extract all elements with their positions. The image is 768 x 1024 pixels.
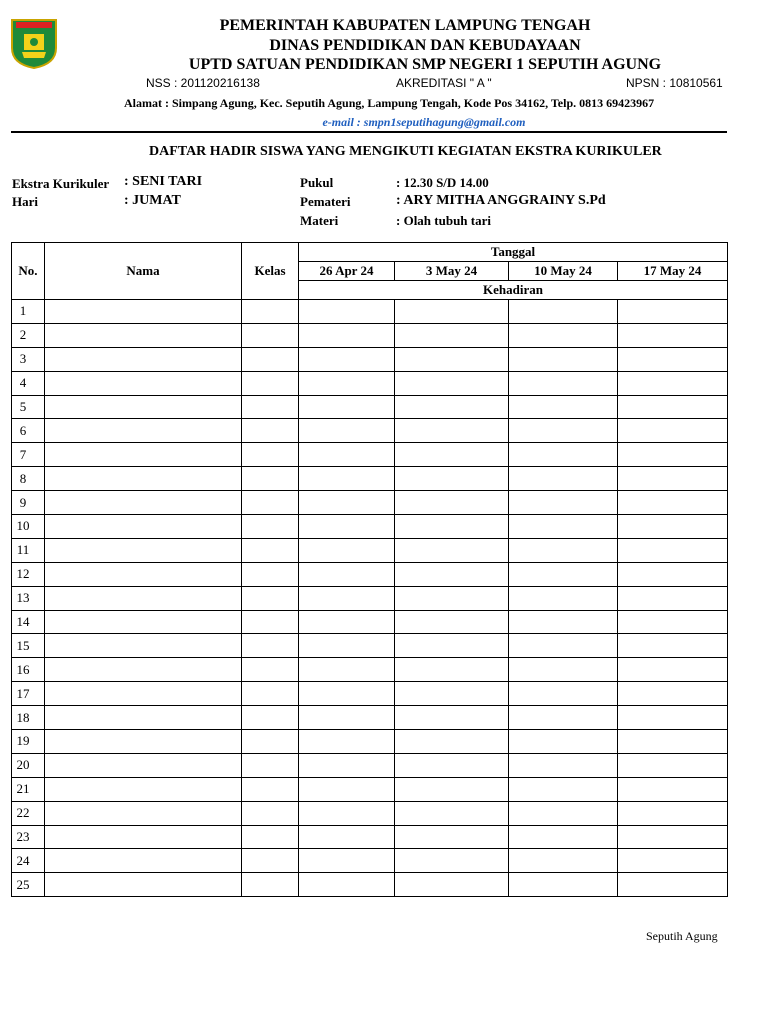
letterhead-line3: UPTD SATUAN PENDIDIKAN SMP NEGERI 1 SEPUTIH AGUNG	[188, 56, 662, 73]
empty-cell	[45, 610, 242, 634]
row-number: 22	[12, 801, 45, 825]
empty-cell	[395, 323, 509, 347]
empty-cell	[618, 634, 728, 658]
empty-cell	[509, 443, 618, 467]
empty-cell	[45, 753, 242, 777]
empty-cell	[45, 562, 242, 586]
empty-cell	[45, 491, 242, 515]
pukul-label: Pukul	[300, 175, 334, 190]
empty-cell	[299, 801, 395, 825]
table-row	[12, 706, 728, 730]
empty-cell	[509, 323, 618, 347]
header-kelas: Kelas	[242, 243, 299, 300]
npsn-text: NPSN : 10810561	[626, 76, 723, 90]
empty-cell	[242, 801, 299, 825]
table-row	[12, 730, 728, 754]
empty-cell	[395, 419, 509, 443]
row-number: 19	[12, 730, 45, 754]
empty-cell	[242, 873, 299, 897]
empty-cell	[242, 443, 299, 467]
row-number: 23	[12, 825, 45, 849]
header-no: No.	[12, 243, 45, 300]
table-row	[12, 538, 728, 562]
empty-cell	[242, 347, 299, 371]
empty-cell	[618, 538, 728, 562]
empty-cell	[395, 682, 509, 706]
empty-cell	[242, 849, 299, 873]
empty-cell	[395, 515, 509, 539]
empty-cell	[45, 801, 242, 825]
table-row	[12, 419, 728, 443]
address-text: Alamat : Simpang Agung, Kec. Seputih Agung, Lampung Tengah, Kode Pos 34162, Telp. 0813 69423967	[124, 96, 655, 110]
empty-cell	[45, 395, 242, 419]
empty-cell	[242, 323, 299, 347]
empty-cell	[242, 610, 299, 634]
document-title: DAFTAR HADIR SISWA YANG MENGIKUTI KEGIATAN EKSTRA KURIKULER	[149, 144, 662, 159]
attendance-table	[11, 242, 728, 897]
row-number: 11	[12, 538, 45, 562]
empty-cell	[242, 371, 299, 395]
empty-cell	[299, 706, 395, 730]
empty-cell	[242, 658, 299, 682]
table-row	[12, 562, 728, 586]
empty-cell	[242, 467, 299, 491]
table-row	[12, 753, 728, 777]
empty-cell	[242, 300, 299, 324]
row-number: 2	[12, 323, 45, 347]
empty-cell	[509, 730, 618, 754]
empty-cell	[395, 467, 509, 491]
empty-cell	[45, 706, 242, 730]
empty-cell	[509, 586, 618, 610]
row-number: 24	[12, 849, 45, 873]
empty-cell	[299, 658, 395, 682]
ekstra-label: Ekstra Kurikuler	[12, 176, 110, 191]
empty-cell	[45, 777, 242, 801]
ekstra-value: : SENI TARI	[124, 174, 203, 189]
empty-cell	[299, 849, 395, 873]
row-number: 9	[12, 491, 45, 515]
row-number: 7	[12, 443, 45, 467]
pemateri-label: Pemateri	[300, 194, 351, 209]
empty-cell	[509, 849, 618, 873]
row-number: 1	[12, 300, 45, 324]
empty-cell	[618, 515, 728, 539]
table-row	[12, 467, 728, 491]
row-number: 12	[12, 562, 45, 586]
empty-cell	[395, 300, 509, 324]
empty-cell	[299, 300, 395, 324]
materi-label: Materi	[300, 213, 339, 228]
table-row	[12, 515, 728, 539]
empty-cell	[509, 801, 618, 825]
empty-cell	[509, 467, 618, 491]
empty-cell	[509, 610, 618, 634]
empty-cell	[509, 658, 618, 682]
table-row	[12, 347, 728, 371]
table-row	[12, 443, 728, 467]
row-number: 18	[12, 706, 45, 730]
empty-cell	[242, 562, 299, 586]
letterhead-divider	[11, 131, 727, 133]
empty-cell	[242, 419, 299, 443]
empty-cell	[45, 467, 242, 491]
table-row	[12, 801, 728, 825]
empty-cell	[395, 706, 509, 730]
table-row	[12, 873, 728, 897]
materi-value: : Olah tubuh tari	[396, 213, 491, 228]
empty-cell	[395, 658, 509, 682]
row-number: 8	[12, 467, 45, 491]
table-row	[12, 323, 728, 347]
row-number: 17	[12, 682, 45, 706]
empty-cell	[509, 395, 618, 419]
empty-cell	[618, 395, 728, 419]
row-number: 21	[12, 777, 45, 801]
empty-cell	[299, 825, 395, 849]
empty-cell	[395, 873, 509, 897]
empty-cell	[45, 658, 242, 682]
row-number: 4	[12, 371, 45, 395]
empty-cell	[395, 730, 509, 754]
empty-cell	[45, 515, 242, 539]
table-row	[12, 825, 728, 849]
akreditasi-text: AKREDITASI " A "	[396, 76, 492, 90]
empty-cell	[299, 586, 395, 610]
empty-cell	[45, 538, 242, 562]
table-row	[12, 849, 728, 873]
empty-cell	[242, 682, 299, 706]
empty-cell	[509, 515, 618, 539]
empty-cell	[509, 706, 618, 730]
empty-cell	[45, 300, 242, 324]
header-tanggal: Tanggal	[299, 243, 728, 262]
empty-cell	[395, 538, 509, 562]
empty-cell	[618, 419, 728, 443]
header-date: 3 May 24	[395, 262, 509, 281]
empty-cell	[395, 849, 509, 873]
empty-cell	[618, 873, 728, 897]
pemateri-value: : ARY MITHA ANGGRAINY S.Pd	[396, 193, 606, 208]
empty-cell	[618, 562, 728, 586]
empty-cell	[618, 467, 728, 491]
row-number: 25	[12, 873, 45, 897]
empty-cell	[395, 395, 509, 419]
empty-cell	[299, 682, 395, 706]
empty-cell	[299, 753, 395, 777]
empty-cell	[618, 706, 728, 730]
table-row	[12, 491, 728, 515]
empty-cell	[509, 347, 618, 371]
empty-cell	[395, 371, 509, 395]
empty-cell	[618, 849, 728, 873]
empty-cell	[618, 777, 728, 801]
empty-cell	[395, 491, 509, 515]
row-number: 16	[12, 658, 45, 682]
empty-cell	[299, 634, 395, 658]
table-row	[12, 395, 728, 419]
nss-text: NSS : 201120216138	[146, 76, 260, 90]
empty-cell	[242, 634, 299, 658]
empty-cell	[618, 323, 728, 347]
empty-cell	[45, 323, 242, 347]
empty-cell	[618, 801, 728, 825]
table-row	[12, 682, 728, 706]
empty-cell	[45, 371, 242, 395]
empty-cell	[618, 825, 728, 849]
empty-cell	[299, 538, 395, 562]
table-row	[12, 586, 728, 610]
empty-cell	[509, 491, 618, 515]
empty-cell	[242, 586, 299, 610]
header-date: 10 May 24	[509, 262, 618, 281]
empty-cell	[299, 515, 395, 539]
empty-cell	[618, 371, 728, 395]
row-number: 14	[12, 610, 45, 634]
empty-cell	[618, 443, 728, 467]
row-number: 13	[12, 586, 45, 610]
empty-cell	[299, 371, 395, 395]
empty-cell	[45, 730, 242, 754]
empty-cell	[509, 371, 618, 395]
empty-cell	[299, 491, 395, 515]
empty-cell	[395, 753, 509, 777]
row-number: 3	[12, 347, 45, 371]
signature-place: Seputih Agung	[646, 929, 718, 943]
empty-cell	[45, 825, 242, 849]
empty-cell	[618, 753, 728, 777]
empty-cell	[299, 443, 395, 467]
row-number: 15	[12, 634, 45, 658]
empty-cell	[45, 443, 242, 467]
empty-cell	[299, 347, 395, 371]
header-nama: Nama	[45, 243, 242, 300]
letterhead-line1: PEMERINTAH KABUPATEN LAMPUNG TENGAH	[219, 17, 591, 34]
table-row	[12, 634, 728, 658]
table-row	[12, 658, 728, 682]
empty-cell	[509, 538, 618, 562]
empty-cell	[618, 610, 728, 634]
row-number: 20	[12, 753, 45, 777]
empty-cell	[618, 658, 728, 682]
empty-cell	[618, 347, 728, 371]
email-text: e-mail : smpn1seputihagung@gmail.com	[322, 115, 526, 129]
empty-cell	[242, 395, 299, 419]
empty-cell	[45, 682, 242, 706]
empty-cell	[395, 801, 509, 825]
empty-cell	[45, 419, 242, 443]
empty-cell	[509, 873, 618, 897]
empty-cell	[299, 395, 395, 419]
empty-cell	[509, 634, 618, 658]
empty-cell	[299, 610, 395, 634]
row-number: 5	[12, 395, 45, 419]
empty-cell	[618, 300, 728, 324]
empty-cell	[299, 419, 395, 443]
table-row	[12, 777, 728, 801]
empty-cell	[509, 777, 618, 801]
empty-cell	[242, 491, 299, 515]
empty-cell	[242, 538, 299, 562]
empty-cell	[242, 730, 299, 754]
hari-label: Hari	[12, 194, 38, 209]
empty-cell	[618, 730, 728, 754]
empty-cell	[45, 586, 242, 610]
empty-cell	[299, 873, 395, 897]
empty-cell	[242, 515, 299, 539]
table-row	[12, 610, 728, 634]
empty-cell	[395, 610, 509, 634]
empty-cell	[509, 825, 618, 849]
empty-cell	[395, 777, 509, 801]
empty-cell	[45, 634, 242, 658]
empty-cell	[45, 873, 242, 897]
letterhead-line2: DINAS PENDIDIKAN DAN KEBUDAYAAN	[269, 37, 581, 54]
empty-cell	[299, 562, 395, 586]
empty-cell	[45, 849, 242, 873]
empty-cell	[509, 753, 618, 777]
empty-cell	[395, 825, 509, 849]
empty-cell	[299, 467, 395, 491]
header-kehadiran: Kehadiran	[299, 281, 728, 300]
empty-cell	[509, 562, 618, 586]
header-date: 26 Apr 24	[299, 262, 395, 281]
table-row	[12, 300, 728, 324]
row-number: 6	[12, 419, 45, 443]
hari-value: : JUMAT	[124, 193, 181, 208]
row-number: 10	[12, 515, 45, 539]
empty-cell	[509, 300, 618, 324]
empty-cell	[242, 706, 299, 730]
pukul-value: : 12.30 S/D 14.00	[396, 175, 489, 190]
empty-cell	[395, 347, 509, 371]
empty-cell	[242, 825, 299, 849]
empty-cell	[395, 586, 509, 610]
empty-cell	[395, 443, 509, 467]
header-date: 17 May 24	[618, 262, 728, 281]
empty-cell	[618, 682, 728, 706]
empty-cell	[242, 753, 299, 777]
empty-cell	[242, 777, 299, 801]
empty-cell	[299, 323, 395, 347]
table-row	[12, 371, 728, 395]
empty-cell	[299, 730, 395, 754]
empty-cell	[395, 634, 509, 658]
empty-cell	[618, 491, 728, 515]
empty-cell	[395, 562, 509, 586]
empty-cell	[299, 777, 395, 801]
empty-cell	[45, 347, 242, 371]
empty-cell	[509, 682, 618, 706]
empty-cell	[618, 586, 728, 610]
empty-cell	[509, 419, 618, 443]
